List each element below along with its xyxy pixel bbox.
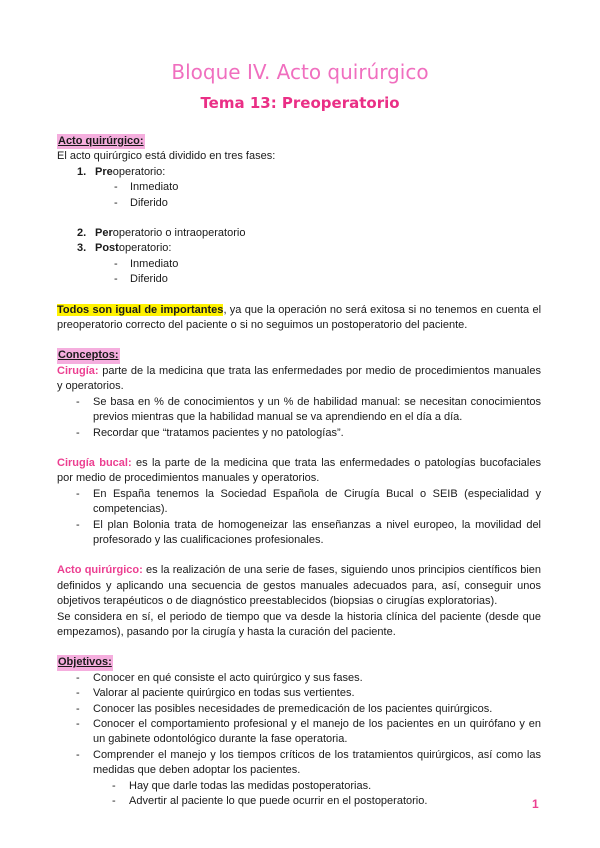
concept-bullets (57, 395, 541, 441)
objectives-list (57, 671, 541, 810)
concept-bullet: - Se basa en % de conocimientos y un % de habilidad manual: se necesitan conocimientos previos mientras que la habilidad manual se va aprendiendo en el día a día. (57, 395, 541, 426)
phase-prefix: Post (95, 242, 119, 255)
phase-rest: operatorio: (118, 242, 172, 255)
section-heading: Objetivos: (57, 655, 113, 670)
phase-subitem: - Diferido (95, 196, 541, 211)
objective-item (57, 748, 541, 810)
intro-text: El acto quirúrgico está dividido en tres fases: (57, 150, 276, 163)
phase-item (57, 165, 541, 211)
phase-number: 2. (77, 227, 87, 240)
concept-bullet: - El plan Bolonia trata de homogeneizar las enseñanzas a nivel europeo, la movilidad del profesorado y las cualificaciones profesionales. (57, 518, 541, 549)
concept-definition: es la parte de la medicina que trata las enfermedades o patologías bucofaciales por medio de procedimientos manuales y operatorios. (57, 456, 541, 485)
objective-text: Comprender el manejo y los tiempos críticos de los tratamientos quirúrgicos, así como las medidas que deben adoptar los pacientes. (93, 748, 541, 777)
objective-subitem: - Hay que darle todas las medidas postoperatorias. (93, 779, 541, 794)
concept-term: Cirugía bucal: (57, 456, 132, 469)
concept-cirugia (57, 364, 541, 395)
phase-subitem: - Inmediato (95, 257, 541, 272)
objective-item: - Conocer en qué consiste el acto quirúrgico y sus fases. (57, 671, 541, 686)
objective-item: - Conocer las posibles necesidades de premedicación de los pacientes quirúrgicos. (57, 702, 541, 717)
phase-prefix: Per (95, 227, 113, 240)
concept-term: Cirugía: (57, 364, 99, 377)
page-number: 1 (532, 797, 539, 811)
document-body (57, 134, 541, 809)
objective-item: - Conocer el comportamiento profesional y el manejo de los pacientes en un quirófano y en un gabinete odontológico durante la fase operatoria. (57, 717, 541, 748)
phase-item (57, 226, 541, 241)
concept-bullets (57, 487, 541, 549)
concept-bullet: - En España tenemos la Sociedad Española de Cirugía Bucal o SEIB (especialidad y competencias). (57, 487, 541, 518)
phase-rest: operatorio: (112, 165, 166, 178)
document-title: Bloque IV. Acto quirúrgico (171, 60, 429, 84)
phase-subitems (95, 180, 541, 211)
highlighted-text: Todos son igual de importantes (57, 303, 224, 316)
phase-subitem: - Diferido (95, 272, 541, 287)
phases-list (57, 165, 541, 288)
concept-definition: parte de la medicina que trata las enfermedades por medio de procedimientos manuales y operatorios. (57, 364, 541, 393)
phase-subitems (95, 257, 541, 288)
objective-subitem: - Advertir al paciente lo que puede ocurrir en el postoperatorio. (93, 794, 541, 809)
concept-bullet: - Recordar que “tratamos pacientes y no patologías”. (57, 426, 541, 441)
importance-text: , ya que la operación no será exitosa si no tenemos en cuenta el preoperatorio correcto del paciente o si no seguimos un postoperatorio del paciente. (57, 303, 542, 332)
phase-number: 3. (77, 242, 87, 255)
concept-term: Acto quirúrgico: (57, 564, 143, 577)
phase-prefix: Pre (95, 165, 113, 178)
importance-paragraph (57, 303, 541, 334)
document-subtitle: Tema 13: Preoperatorio (200, 94, 400, 112)
phase-number: 1. (77, 165, 87, 178)
objective-item: - Valorar al paciente quirúrgico en todas sus vertientes. (57, 686, 541, 701)
section-acto-quirurgico (57, 134, 541, 333)
section-heading: Acto quirúrgico: (57, 134, 145, 149)
section-heading: Conceptos: (57, 348, 120, 363)
phase-rest: operatorio o intraoperatorio (112, 227, 246, 240)
phase-item (57, 241, 541, 287)
section-conceptos (57, 348, 541, 640)
concept-extra: Se considera en sí, el periodo de tiempo que va desde la historia clínica del paciente (desde que empezamos), pasando por la cirugía y hasta la curación del paciente. (57, 610, 541, 638)
concept-cirugia-bucal (57, 456, 541, 487)
concept-acto-quirurgico (57, 563, 541, 609)
concept-definition: es la realización de una serie de fases, siguiendo unos principios científicos bien definidos y aplicando una secuencia de gestos manuales adecuados para, así, conseguir unos objetivos terapéuticos o de diagnóstico preestablecidos (biopsias o cirugías exploratorias). (57, 564, 542, 608)
phase-subitem: - Inmediato (95, 180, 541, 195)
section-objetivos (57, 655, 541, 809)
objective-subitems (93, 779, 541, 810)
